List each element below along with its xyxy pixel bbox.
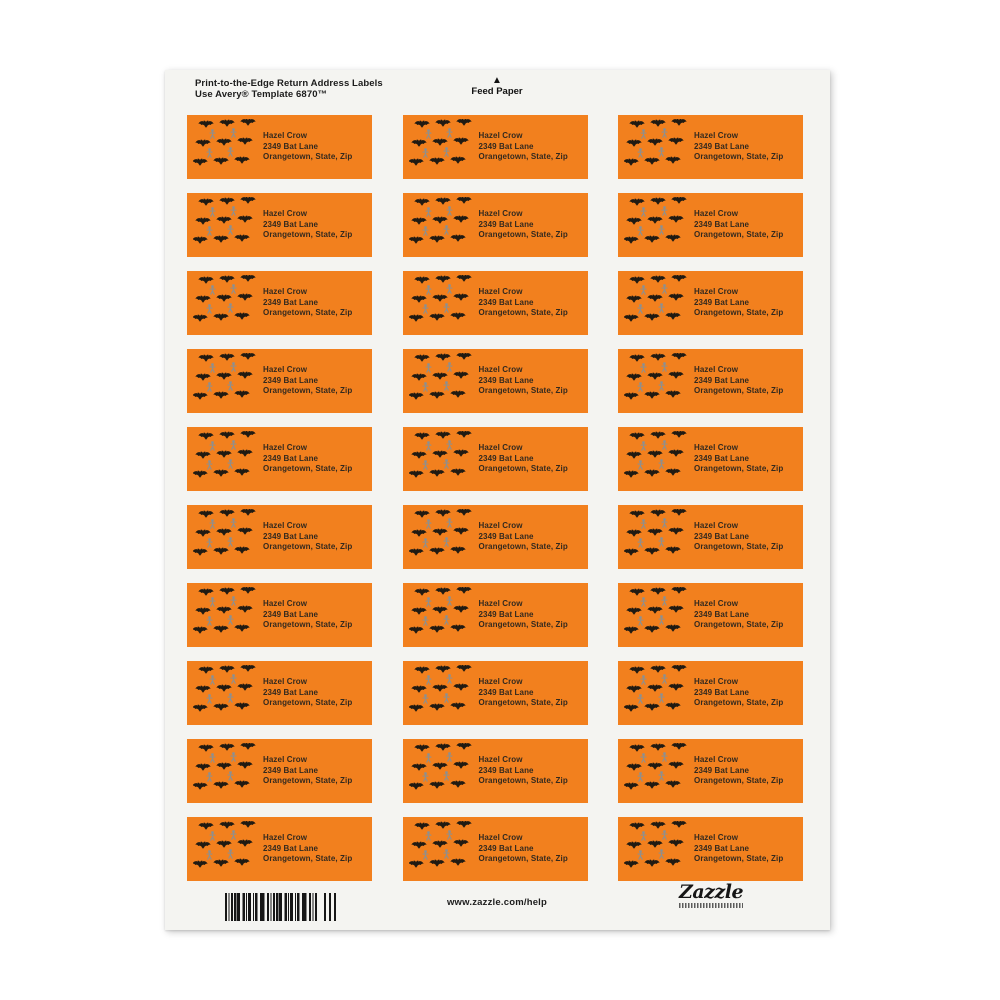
address-text xyxy=(263,739,352,803)
address-street: 2349 Bat Lane xyxy=(263,219,319,229)
address-street: 2349 Bat Lane xyxy=(694,843,750,853)
address-street: 2349 Bat Lane xyxy=(694,531,750,541)
address-label xyxy=(187,505,372,569)
address-city: Orangetown, State, Zip xyxy=(263,464,353,474)
address-name: Hazel Crow xyxy=(694,599,739,609)
bat-pattern xyxy=(624,353,688,409)
address-label xyxy=(618,739,803,803)
address-name: Hazel Crow xyxy=(694,677,739,687)
bat-pattern xyxy=(624,821,688,877)
address-city: Orangetown, State, Zip xyxy=(263,230,353,240)
address-label xyxy=(403,739,588,803)
address-city: Orangetown, State, Zip xyxy=(478,386,568,396)
address-city: Orangetown, State, Zip xyxy=(478,698,568,708)
address-name: Hazel Crow xyxy=(478,287,523,297)
bat-pattern xyxy=(193,665,257,721)
feed-arrow-icon: ▲ xyxy=(492,75,502,86)
address-name: Hazel Crow xyxy=(263,599,308,609)
address-street: 2349 Bat Lane xyxy=(694,687,750,697)
address-text xyxy=(479,505,568,569)
address-text xyxy=(694,193,783,257)
address-label xyxy=(187,115,372,179)
address-name: Hazel Crow xyxy=(263,521,308,531)
address-street: 2349 Bat Lane xyxy=(263,687,319,697)
address-label xyxy=(403,271,588,335)
address-label xyxy=(403,661,588,725)
barcode-end-bars xyxy=(324,893,336,921)
address-street: 2349 Bat Lane xyxy=(694,765,750,775)
zazzle-logo xyxy=(679,882,743,908)
address-text xyxy=(479,271,568,335)
address-text xyxy=(263,193,352,257)
address-text xyxy=(479,349,568,413)
bat-pattern xyxy=(624,197,688,253)
address-city: Orangetown, State, Zip xyxy=(478,464,568,474)
bat-pattern xyxy=(409,821,473,877)
address-name: Hazel Crow xyxy=(694,209,739,219)
address-label xyxy=(618,505,803,569)
bat-pattern xyxy=(193,743,257,799)
address-name: Hazel Crow xyxy=(478,677,523,687)
address-text xyxy=(479,739,568,803)
sheet-instructions xyxy=(195,78,383,100)
address-city: Orangetown, State, Zip xyxy=(694,620,784,630)
help-url: www.zazzle.com/help xyxy=(446,897,548,908)
address-label xyxy=(618,115,803,179)
address-name: Hazel Crow xyxy=(263,755,308,765)
address-name: Hazel Crow xyxy=(263,287,308,297)
address-city: Orangetown, State, Zip xyxy=(694,854,784,864)
address-label xyxy=(187,271,372,335)
bat-pattern xyxy=(193,431,257,487)
address-city: Orangetown, State, Zip xyxy=(263,854,353,864)
address-text xyxy=(694,661,783,725)
address-name: Hazel Crow xyxy=(694,287,739,297)
address-city: Orangetown, State, Zip xyxy=(694,542,784,552)
address-street: 2349 Bat Lane xyxy=(263,765,319,775)
address-text xyxy=(263,271,352,335)
bat-pattern xyxy=(624,119,688,175)
address-label xyxy=(187,739,372,803)
address-city: Orangetown, State, Zip xyxy=(478,308,568,318)
bat-pattern xyxy=(624,509,688,565)
address-street: 2349 Bat Lane xyxy=(263,297,319,307)
address-label xyxy=(403,349,588,413)
zazzle-logo-text: Zazzle xyxy=(679,881,744,903)
address-text xyxy=(694,817,783,881)
address-label xyxy=(403,115,588,179)
address-street: 2349 Bat Lane xyxy=(263,141,319,151)
address-city: Orangetown, State, Zip xyxy=(263,542,353,552)
address-label xyxy=(187,583,372,647)
address-name: Hazel Crow xyxy=(478,833,523,843)
address-street: 2349 Bat Lane xyxy=(694,609,750,619)
address-street: 2349 Bat Lane xyxy=(263,843,319,853)
bat-pattern xyxy=(193,197,257,253)
address-name: Hazel Crow xyxy=(478,755,523,765)
address-street: 2349 Bat Lane xyxy=(263,531,319,541)
address-name: Hazel Crow xyxy=(694,833,739,843)
bat-pattern xyxy=(409,743,473,799)
address-city: Orangetown, State, Zip xyxy=(478,542,568,552)
address-street: 2349 Bat Lane xyxy=(478,219,534,229)
address-street: 2349 Bat Lane xyxy=(694,453,750,463)
bat-pattern xyxy=(409,197,473,253)
address-label xyxy=(187,193,372,257)
address-city: Orangetown, State, Zip xyxy=(478,776,568,786)
label-grid xyxy=(187,115,803,881)
address-label xyxy=(618,193,803,257)
address-street: 2349 Bat Lane xyxy=(694,219,750,229)
address-name: Hazel Crow xyxy=(694,443,739,453)
address-name: Hazel Crow xyxy=(263,833,308,843)
address-street: 2349 Bat Lane xyxy=(478,375,534,385)
address-city: Orangetown, State, Zip xyxy=(263,152,353,162)
address-street: 2349 Bat Lane xyxy=(263,453,319,463)
address-street: 2349 Bat Lane xyxy=(478,531,534,541)
bat-pattern xyxy=(624,743,688,799)
bat-pattern xyxy=(409,587,473,643)
bat-pattern xyxy=(193,509,257,565)
bat-pattern xyxy=(409,665,473,721)
address-city: Orangetown, State, Zip xyxy=(478,620,568,630)
bat-pattern xyxy=(193,587,257,643)
address-label xyxy=(403,583,588,647)
address-text xyxy=(263,505,352,569)
address-text xyxy=(479,817,568,881)
address-city: Orangetown, State, Zip xyxy=(694,230,784,240)
address-label xyxy=(403,193,588,257)
address-city: Orangetown, State, Zip xyxy=(478,230,568,240)
address-name: Hazel Crow xyxy=(478,131,523,141)
address-street: 2349 Bat Lane xyxy=(478,609,534,619)
address-street: 2349 Bat Lane xyxy=(694,297,750,307)
address-city: Orangetown, State, Zip xyxy=(694,776,784,786)
address-text xyxy=(479,115,568,179)
barcode-quiet-zone xyxy=(317,893,324,921)
instructions-line1: Print-to-the-Edge Return Address Labels xyxy=(195,78,383,89)
address-label xyxy=(618,349,803,413)
address-name: Hazel Crow xyxy=(478,521,523,531)
address-label xyxy=(187,427,372,491)
address-label xyxy=(403,817,588,881)
address-city: Orangetown, State, Zip xyxy=(263,620,353,630)
address-text xyxy=(694,349,783,413)
bat-pattern xyxy=(409,353,473,409)
zazzle-logo-subtext-strip xyxy=(679,903,743,908)
address-city: Orangetown, State, Zip xyxy=(263,308,353,318)
address-street: 2349 Bat Lane xyxy=(478,765,534,775)
address-text xyxy=(263,661,352,725)
address-text xyxy=(479,193,568,257)
address-city: Orangetown, State, Zip xyxy=(694,464,784,474)
address-text xyxy=(694,505,783,569)
address-label xyxy=(618,817,803,881)
address-street: 2349 Bat Lane xyxy=(263,609,319,619)
address-name: Hazel Crow xyxy=(478,443,523,453)
label-sheet xyxy=(165,70,830,930)
address-text xyxy=(263,349,352,413)
address-name: Hazel Crow xyxy=(478,209,523,219)
address-name: Hazel Crow xyxy=(263,677,308,687)
address-city: Orangetown, State, Zip xyxy=(694,698,784,708)
bat-pattern xyxy=(624,275,688,331)
address-text xyxy=(479,661,568,725)
barcode xyxy=(225,893,336,921)
address-name: Hazel Crow xyxy=(694,365,739,375)
address-text xyxy=(694,583,783,647)
address-text xyxy=(263,583,352,647)
bat-pattern xyxy=(193,119,257,175)
bat-pattern xyxy=(409,431,473,487)
bat-pattern xyxy=(193,353,257,409)
address-name: Hazel Crow xyxy=(263,443,308,453)
address-text xyxy=(479,583,568,647)
address-street: 2349 Bat Lane xyxy=(478,687,534,697)
address-name: Hazel Crow xyxy=(694,755,739,765)
address-name: Hazel Crow xyxy=(478,365,523,375)
address-name: Hazel Crow xyxy=(263,209,308,219)
address-street: 2349 Bat Lane xyxy=(478,297,534,307)
bat-pattern xyxy=(193,275,257,331)
address-city: Orangetown, State, Zip xyxy=(263,698,353,708)
address-city: Orangetown, State, Zip xyxy=(263,776,353,786)
address-city: Orangetown, State, Zip xyxy=(478,854,568,864)
address-street: 2349 Bat Lane xyxy=(694,375,750,385)
address-name: Hazel Crow xyxy=(694,521,739,531)
address-text xyxy=(694,271,783,335)
address-city: Orangetown, State, Zip xyxy=(694,386,784,396)
bat-pattern xyxy=(624,431,688,487)
barcode-main-bars xyxy=(225,893,317,921)
bat-pattern xyxy=(624,587,688,643)
address-city: Orangetown, State, Zip xyxy=(263,386,353,396)
address-city: Orangetown, State, Zip xyxy=(694,152,784,162)
address-label xyxy=(618,583,803,647)
address-text xyxy=(263,115,352,179)
address-street: 2349 Bat Lane xyxy=(478,843,534,853)
address-name: Hazel Crow xyxy=(263,365,308,375)
address-label xyxy=(187,349,372,413)
feed-paper-label: Feed Paper xyxy=(471,86,523,97)
address-city: Orangetown, State, Zip xyxy=(478,152,568,162)
address-name: Hazel Crow xyxy=(694,131,739,141)
address-street: 2349 Bat Lane xyxy=(263,375,319,385)
address-street: 2349 Bat Lane xyxy=(478,141,534,151)
address-street: 2349 Bat Lane xyxy=(694,141,750,151)
address-name: Hazel Crow xyxy=(263,131,308,141)
address-label xyxy=(618,271,803,335)
feed-paper-indicator xyxy=(471,76,522,97)
address-label xyxy=(618,661,803,725)
address-label xyxy=(403,505,588,569)
address-label xyxy=(618,427,803,491)
address-text xyxy=(694,115,783,179)
address-name: Hazel Crow xyxy=(478,599,523,609)
bat-pattern xyxy=(193,821,257,877)
address-text xyxy=(263,427,352,491)
bat-pattern xyxy=(409,275,473,331)
bat-pattern xyxy=(409,509,473,565)
address-text xyxy=(479,427,568,491)
address-street: 2349 Bat Lane xyxy=(478,453,534,463)
instructions-line2: Use Avery® Template 6870™ xyxy=(195,89,328,100)
address-label xyxy=(187,817,372,881)
address-text xyxy=(263,817,352,881)
address-label xyxy=(187,661,372,725)
address-text xyxy=(694,739,783,803)
address-label xyxy=(403,427,588,491)
bat-pattern xyxy=(624,665,688,721)
bat-pattern xyxy=(409,119,473,175)
address-text xyxy=(694,427,783,491)
address-city: Orangetown, State, Zip xyxy=(694,308,784,318)
